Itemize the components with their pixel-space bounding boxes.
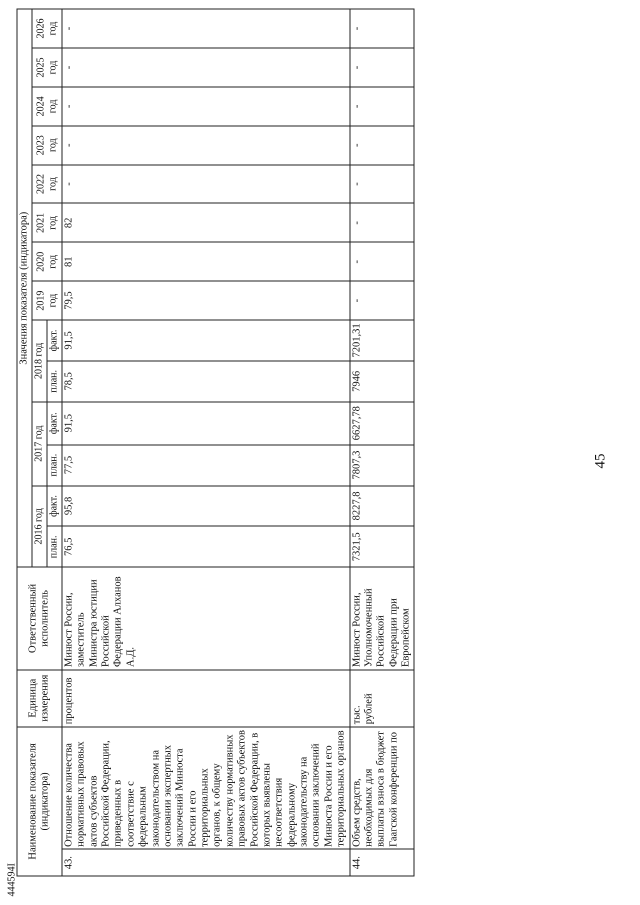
header-indicator-name: Наименование показателя (индикатора): [17, 727, 62, 876]
value-cell: 7946: [350, 361, 415, 402]
value-cell: -: [350, 48, 415, 87]
value-cell: 8227,8: [350, 486, 415, 527]
page-number: 45: [592, 453, 609, 469]
value-cell: -: [350, 242, 415, 281]
value-cell: 76,5: [62, 526, 350, 567]
value-cell: 77,5: [62, 445, 350, 486]
table-row: [62, 9, 350, 876]
header-year-2024: 2024 год: [32, 87, 62, 126]
value-cell: 7201,31: [350, 320, 415, 361]
value-cell: 7807,3: [350, 445, 415, 486]
header-2017-plan: план.: [47, 445, 62, 486]
header-2017-fact: факт.: [47, 402, 62, 445]
header-2018-plan: план.: [47, 361, 62, 402]
value-cell: -: [62, 9, 350, 48]
value-cell: -: [62, 165, 350, 204]
header-year-2018: 2018 год: [32, 320, 47, 402]
header-unit: Единица измерения: [17, 670, 62, 727]
value-cell: -: [62, 126, 350, 165]
value-cell: 6627,78: [350, 402, 415, 445]
header-year-2021: 2021 год: [32, 203, 62, 242]
value-cell: -: [350, 9, 415, 48]
row-indicator-name: Объем средств, необходимых для выплаты взноса в бюджет Гаагской конференции по: [350, 727, 415, 850]
header-2016-plan: план.: [47, 526, 62, 567]
header-year-2017: 2017 год: [32, 402, 47, 486]
value-cell: 81: [62, 242, 350, 281]
table-row: [350, 9, 415, 876]
value-cell: 91,5: [62, 402, 350, 445]
indicator-table: [17, 9, 415, 877]
row-unit: процентов: [62, 670, 350, 727]
row-indicator-name: Отношение количества нормативных правовых актов субъектов Российской Федерации, приведенных в соответствие с федеральным законодательством на основании экспертных заключений Минюста России и его территориальных органов, к общему количеству нормативных правовых актов субъектов Российской Федерации, в которых выявлены несоответствия федеральному законодательству на основании заключений Минюста России и его территориальных органов: [62, 727, 350, 850]
value-cell: -: [350, 203, 415, 242]
row-responsible: Минюст России, Уполномоченный Российской Федерации при Европейском: [350, 567, 415, 669]
header-year-2019: 2019 год: [32, 281, 62, 320]
header-responsible: Ответственный исполнитель: [17, 567, 62, 669]
row-number: 44.: [350, 849, 415, 876]
value-cell: -: [350, 165, 415, 204]
header-year-2026: 2026 год: [32, 9, 62, 48]
row-responsible: Минюст России, заместитель Министра юстиции Российской Федерации Алханов А.Д.: [62, 567, 350, 669]
header-year-2020: 2020 год: [32, 242, 62, 281]
document-code: 444594I: [6, 863, 18, 897]
header-year-2016: 2016 год: [32, 486, 47, 568]
value-cell: 79,5: [62, 281, 350, 320]
row-number: 43.: [62, 849, 350, 876]
header-year-2025: 2025 год: [32, 48, 62, 87]
value-cell: 78,5: [62, 361, 350, 402]
header-2018-fact: факт.: [47, 320, 62, 361]
value-cell: 95,8: [62, 486, 350, 527]
header-2016-fact: факт.: [47, 486, 62, 527]
header-year-2022: 2022 год: [32, 165, 62, 204]
value-cell: -: [350, 87, 415, 126]
value-cell: -: [62, 87, 350, 126]
value-cell: -: [350, 281, 415, 320]
value-cell: 7321,5: [350, 526, 415, 567]
row-unit: тыс. рублей: [350, 670, 415, 727]
value-cell: -: [350, 126, 415, 165]
value-cell: 82: [62, 203, 350, 242]
header-year-2023: 2023 год: [32, 126, 62, 165]
header-values-group: Значения показателя (индикатора): [17, 9, 32, 567]
rotated-page: [1, 0, 640, 905]
value-cell: 91,5: [62, 320, 350, 361]
value-cell: -: [62, 48, 350, 87]
